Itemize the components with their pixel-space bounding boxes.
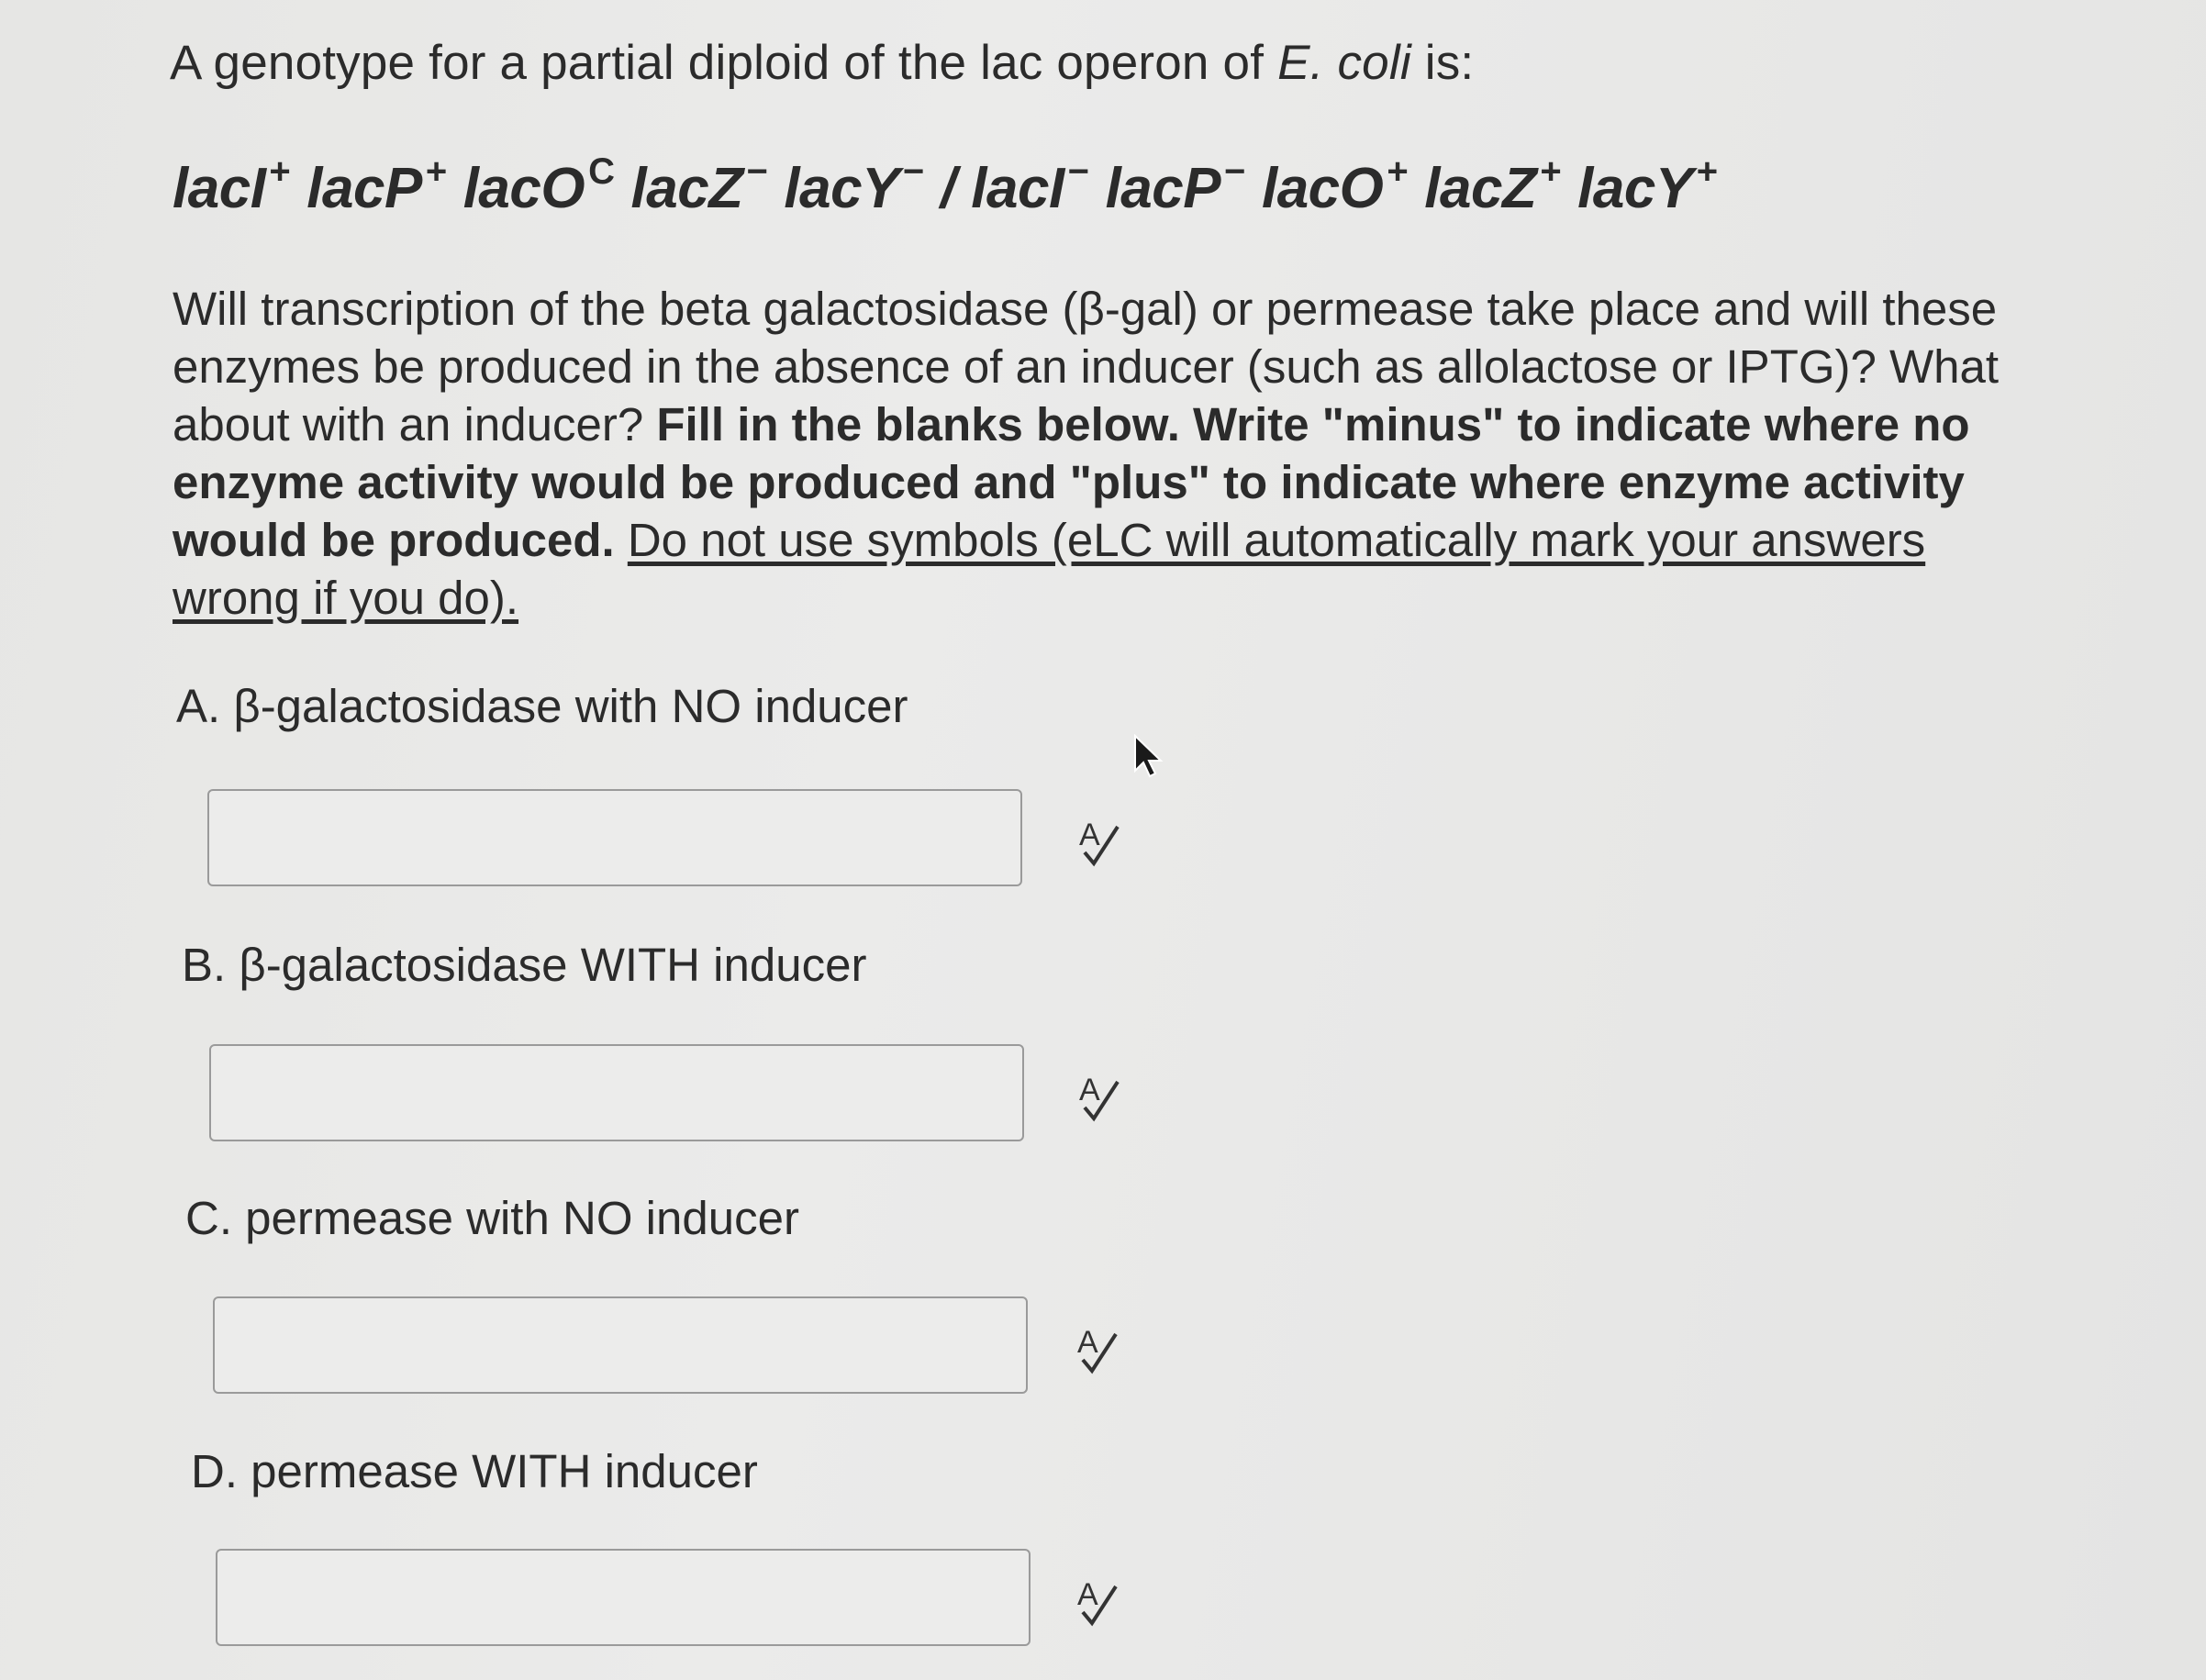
spellcheck-icon[interactable]	[1072, 1069, 1127, 1124]
allele: +	[1387, 151, 1409, 192]
species-name: E. coli	[1277, 36, 1411, 90]
part-c-label: C. permease with NO inducer	[185, 1192, 799, 1244]
genotype-formula	[173, 151, 1734, 221]
svg-text:A: A	[1077, 1325, 1098, 1360]
gene: lacP	[306, 157, 422, 220]
intro-suffix: is:	[1410, 36, 1475, 90]
allele: −	[1067, 151, 1089, 192]
allele: +	[425, 151, 447, 192]
spellcheck-icon[interactable]	[1070, 1321, 1125, 1376]
spellcheck-icon[interactable]	[1072, 814, 1127, 869]
svg-text:A: A	[1079, 818, 1100, 852]
question-plain: Will transcription of the beta galactosidase (β-gal) or permease take place and will these enzymes be produced in the absence of an inducer (such as allolactose or IPTG)? What about with an inducer?	[173, 283, 2000, 451]
gene: lacZ	[1424, 157, 1537, 220]
gene: lacP	[1105, 157, 1221, 220]
allele: +	[269, 151, 291, 192]
part-a-label: A. β-galactosidase with NO inducer	[176, 680, 908, 732]
intro-text	[170, 35, 1474, 91]
allele: −	[902, 151, 924, 192]
question-warning: Do not use symbols (eLC will automatically mark your answers wrong if you do).	[173, 514, 1926, 624]
allele: +	[1696, 151, 1718, 192]
allele: −	[746, 151, 768, 192]
part-d-label: D. permease WITH inducer	[191, 1445, 758, 1497]
svg-text:A: A	[1077, 1577, 1098, 1612]
question-text	[173, 280, 2026, 627]
intro-prefix: A genotype for a partial diploid of the lac operon of	[170, 36, 1278, 90]
allele: C	[588, 151, 615, 192]
part-b-label: B. β-galactosidase WITH inducer	[182, 939, 867, 991]
gene: lacO	[1261, 157, 1384, 220]
allele: +	[1540, 151, 1562, 192]
mouse-cursor-icon	[1133, 734, 1164, 780]
part-b-answer-input[interactable]	[209, 1044, 1024, 1141]
gene: lacY	[1577, 157, 1693, 220]
part-c-answer-input[interactable]	[213, 1296, 1028, 1394]
gene: lacO	[462, 157, 585, 220]
part-d-answer-input[interactable]	[216, 1549, 1031, 1646]
question-instructions: Fill in the blanks below. Write "minus" to indicate where no enzyme activity would be produced and "plus" to indicate where enzyme activity would be produced.	[173, 398, 1970, 566]
gene: lacY	[784, 157, 899, 220]
gene: lacZ	[630, 157, 743, 220]
gene: lacI	[173, 157, 266, 220]
part-a-answer-input[interactable]	[207, 789, 1022, 886]
svg-text:A: A	[1079, 1073, 1100, 1107]
gene: / lacI	[940, 157, 1064, 220]
allele: −	[1224, 151, 1245, 192]
spellcheck-icon[interactable]	[1070, 1574, 1125, 1629]
